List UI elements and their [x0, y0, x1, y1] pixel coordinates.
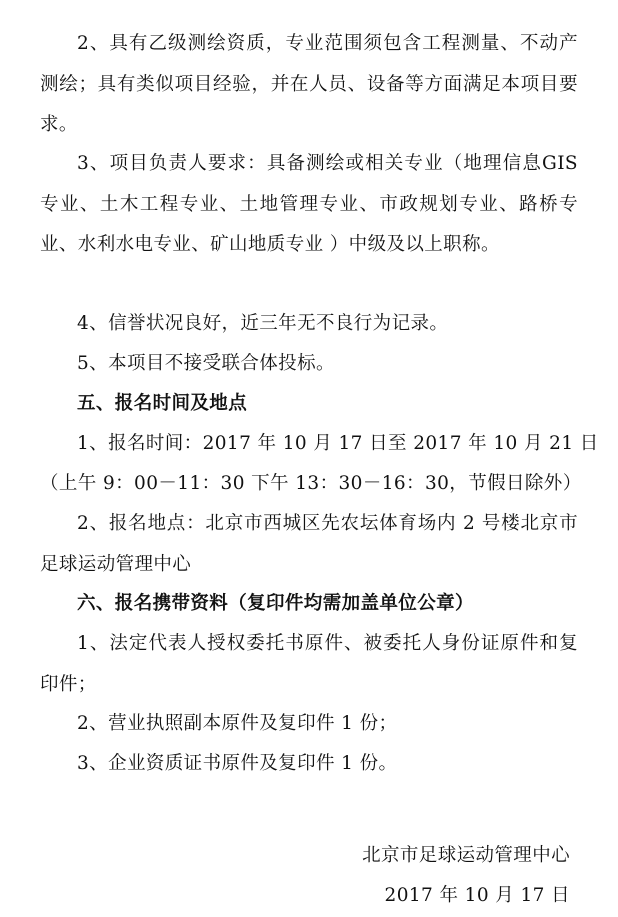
section-heading-registration-time-place: 五、报名时间及地点	[77, 393, 248, 414]
section-heading-required-documents: 六、报名携带资料（复印件均需加盖单位公章）	[77, 593, 474, 614]
qualification-item-4: 4、信誉状况良好，近三年无不良行为记录。	[77, 313, 449, 334]
required-document-item-3: 3、企业资质证书原件及复印件 1 份。	[77, 753, 398, 774]
registration-place: 2、报名地点：北京市西城区先农坛体育场内 2 号楼北京市足球运动管理中心	[40, 513, 578, 575]
signature-date: 2017 年 10 月 17 日	[384, 885, 570, 906]
qualification-item-5: 5、本项目不接受联合体投标。	[77, 353, 335, 374]
registration-time: 1、报名时间：2017 年 10 月 17 日至 2017 年 10 月 21 日	[77, 433, 599, 454]
required-document-item-2: 2、营业执照副本原件及复印件 1 份；	[77, 713, 398, 734]
qualification-item-3: 3、项目负责人要求：具备测绘或相关专业（地理信息GIS专业、土木工程专业、土地管理专业、市政规划专业、路桥专业、水利水电专业、矿山地质专业 ）中级及以上职称。	[40, 153, 578, 255]
qualification-item-2: 2、具有乙级测绘资质，专业范围须包含工程测量、不动产测绘；具有类似项目经验，并在人员、设备等方面满足本项目要求。	[40, 33, 578, 135]
signature-organization: 北京市足球运动管理中心	[362, 845, 570, 866]
registration-hours: （上午 9：00－11：30 下午 13：30－16：30，节假日除外）	[40, 473, 582, 494]
required-document-item-1: 1、法定代表人授权委托书原件、被委托人身份证原件和复印件；	[40, 633, 578, 695]
